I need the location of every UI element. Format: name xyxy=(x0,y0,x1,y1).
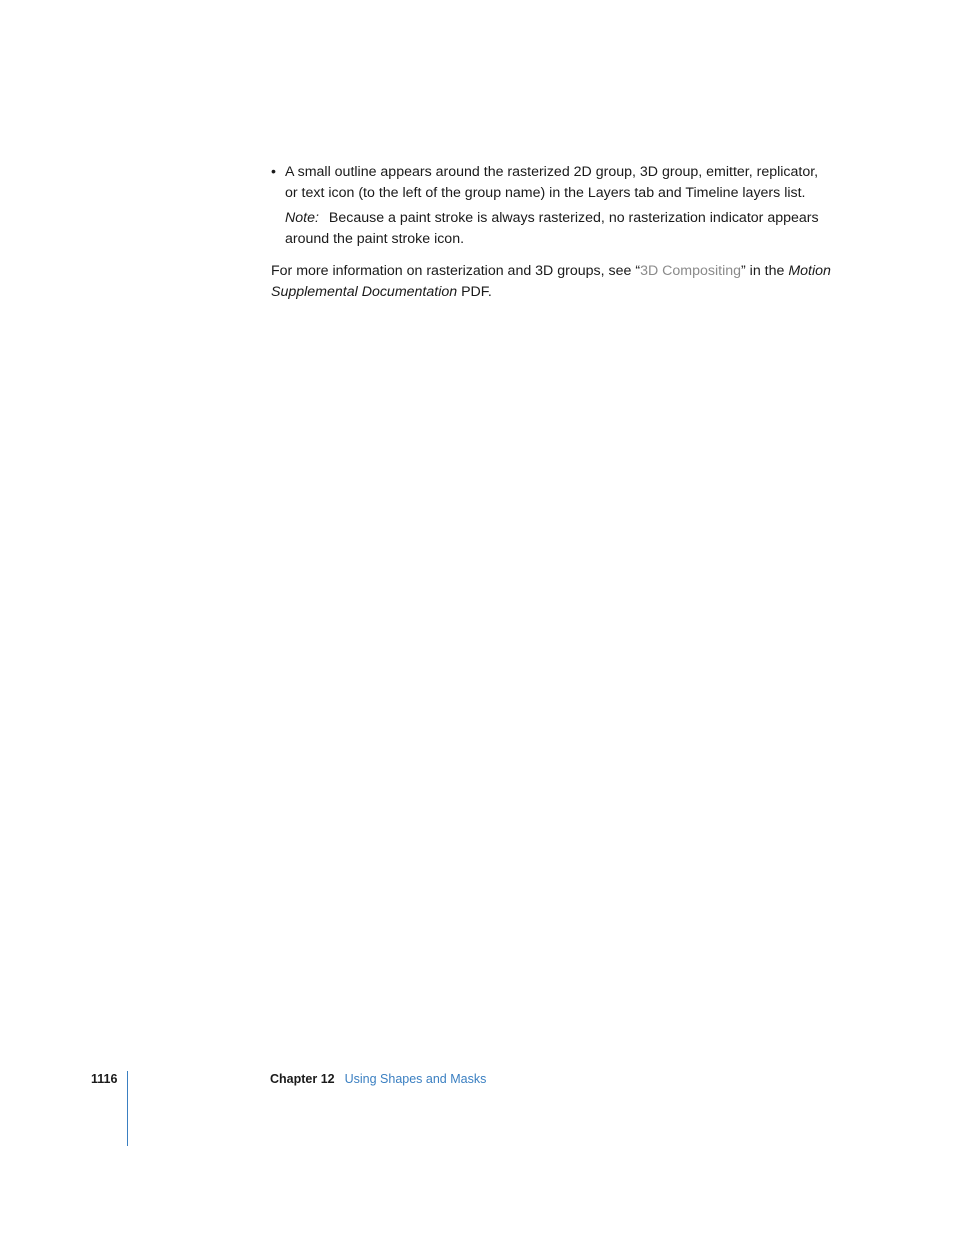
footer-divider xyxy=(127,1071,128,1146)
note-text: Because a paint stroke is always rasterized, no rasterization indicator appears around the paint stroke icon. xyxy=(285,210,819,247)
page-number: 1116 xyxy=(91,1072,118,1086)
page-content xyxy=(271,162,831,302)
doc-title: Motion Supplemental Documentation xyxy=(271,263,831,300)
bullet-text: A small outline appears around the rasterized 2D group, 3D group, emitter, replicator, or text icon (to the left of the group name) in the Layers tab and Timeline layers list. xyxy=(285,164,819,201)
para-middle: ” in the xyxy=(741,263,789,279)
note-paragraph xyxy=(285,208,831,249)
3d-compositing-link[interactable]: 3D Compositing xyxy=(640,263,741,279)
chapter-title-link[interactable]: Using Shapes and Masks xyxy=(344,1072,487,1086)
more-info-paragraph xyxy=(271,261,831,302)
footer-chapter xyxy=(270,1072,486,1086)
bullet-mark: • xyxy=(271,164,276,180)
note-label: Note: xyxy=(285,210,319,226)
bullet-list-item xyxy=(271,162,831,203)
para-prefix: For more information on rasterization and 3D groups, see “ xyxy=(271,263,641,279)
chapter-label: Chapter 12 xyxy=(270,1072,335,1086)
para-suffix: PDF. xyxy=(457,283,492,300)
